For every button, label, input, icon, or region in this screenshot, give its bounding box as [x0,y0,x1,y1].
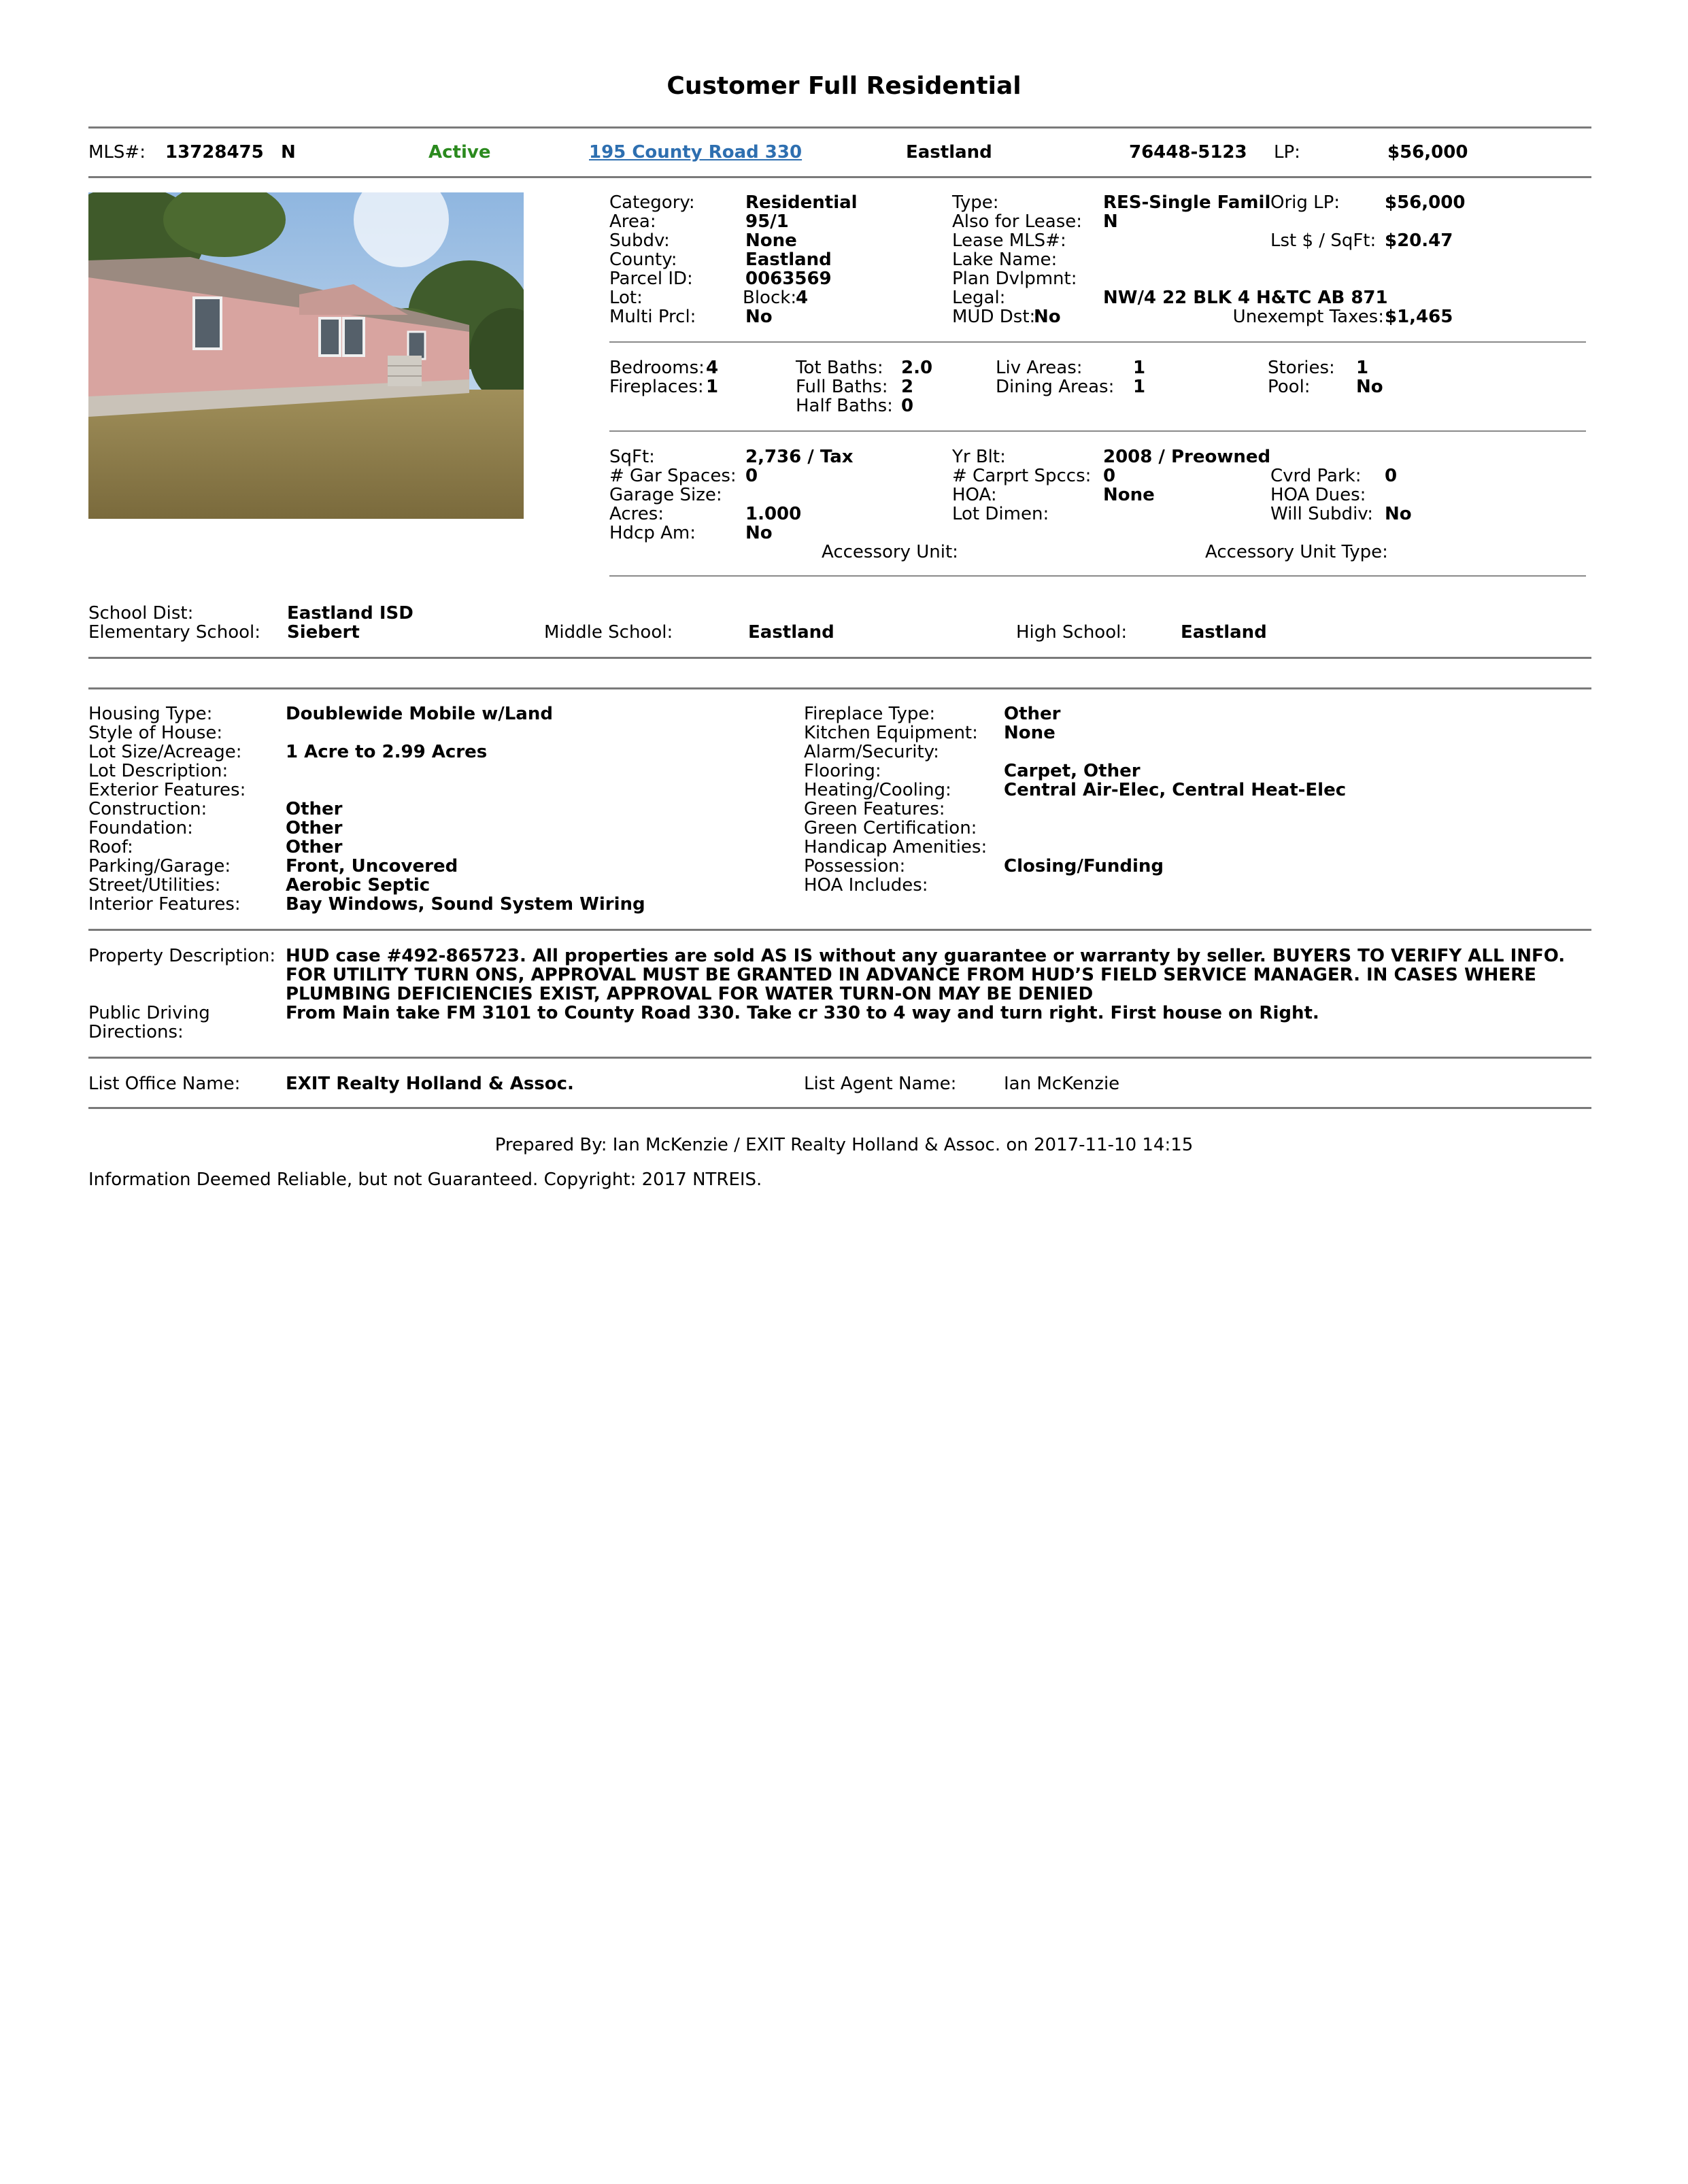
feature-value: 1 Acre to 2.99 Acres [286,742,488,762]
pool-value: No [1356,377,1383,397]
divider [88,687,1591,689]
county-value: Eastland [745,250,832,270]
unexempt-value: $1,465 [1385,307,1453,327]
directions-label-2: Directions: [88,1022,184,1042]
carport-value: 0 [1103,466,1116,486]
school-dist-label: School Dist: [88,603,194,624]
category-value: Residential [745,192,858,213]
plan-label: Plan Dvlpmnt: [952,269,1077,289]
elementary-value: Siebert [287,622,360,643]
feature-value: Carpet, Other [1004,761,1141,781]
city: Eastland [906,142,992,163]
garage-size-label: Garage Size: [609,485,722,505]
disclaimer: Information Deemed Reliable, but not Guaranteed. Copyright: 2017 NTREIS. [88,1170,762,1190]
feature-value: Aerobic Septic [286,875,431,895]
list-office-value: EXIT Realty Holland & Assoc. [286,1074,574,1094]
zip: 76448-5123 [1129,142,1247,163]
feature-value: Doublewide Mobile w/Land [286,704,553,724]
feature-label: Roof: [88,837,133,857]
feature-label: Lot Size/Acreage: [88,742,242,762]
feature-label: Green Certification: [804,818,977,838]
hdcp-label: Hdcp Am: [609,523,696,543]
accessory-unit-type-label: Accessory Unit Type: [1205,542,1388,562]
feature-value: Bay Windows, Sound System Wiring [286,894,645,915]
lp-label: LP: [1274,142,1300,163]
feature-label: Fireplace Type: [804,704,936,724]
parcel-value: 0063569 [745,269,832,289]
fireplaces-label: Fireplaces: [609,377,704,397]
divider [609,341,1586,343]
cvrd-park-value: 0 [1385,466,1398,486]
full-baths-value: 2 [901,377,914,397]
dining-areas-value: 1 [1133,377,1146,397]
feature-value: Central Air-Elec, Central Heat-Elec [1004,780,1347,800]
fireplaces-value: 1 [706,377,719,397]
accessory-unit-label: Accessory Unit: [822,542,958,562]
feature-value: Front, Uncovered [286,856,458,876]
lst-sqft-value: $20.47 [1385,231,1453,251]
address-link[interactable]: 195 County Road 330 [589,142,803,163]
middle-school-value: Eastland [748,622,834,643]
divider [88,657,1591,659]
divider [88,126,1591,129]
liv-areas-label: Liv Areas: [996,358,1083,378]
orig-lp-label: Orig LP: [1270,192,1340,213]
high-school-value: Eastland [1181,622,1267,643]
lake-label: Lake Name: [952,250,1058,270]
property-description: HUD case #492-865723. All properties are sold AS IS without any guarantee or warranty by seller. BUYERS TO VERIFY ALL INFO. FOR UTILITY TURN ONS, APPROVAL MUST BE GRANTED IN ADVANCE FROM HUD’S FIELD SERVICE MANAGER. IN CASES WHERE PLUMBING DEFICIENCIES EXIST, APPROVAL FOR WATER TURN-ON MAY BE DENIED [286,946,1566,1004]
hdcp-value: No [745,523,773,543]
feature-label: Green Features: [804,799,945,819]
feature-label: Parking/Garage: [88,856,231,876]
feature-value: Other [1004,704,1061,724]
also-lease-label: Also for Lease: [952,211,1083,232]
county-label: County: [609,250,677,270]
divider [88,1057,1591,1059]
feature-value: None [1004,723,1056,743]
school-dist-value: Eastland ISD [287,603,413,624]
category-label: Category: [609,192,695,213]
orig-lp-value: $56,000 [1385,192,1466,213]
liv-areas-value: 1 [1133,358,1146,378]
lp-value: $56,000 [1387,142,1468,163]
feature-label: Style of House: [88,723,223,743]
feature-label: Interior Features: [88,894,241,915]
feature-label: Foundation: [88,818,193,838]
feature-label: Kitchen Equipment: [804,723,978,743]
prepared-by: Prepared By: Ian McKenzie / EXIT Realty Holland & Assoc. on 2017-11-10 14:15 [494,1135,1194,1155]
subdv-label: Subdv: [609,231,670,251]
feature-label: Flooring: [804,761,881,781]
half-baths-value: 0 [901,396,914,416]
hoa-label: HOA: [952,485,997,505]
multi-prcl-value: No [745,307,773,327]
feature-value: Other [286,837,343,857]
directions-label: Public Driving [88,1003,210,1023]
subdv-value: None [745,231,797,251]
lot-label: Lot: [609,288,643,308]
feature-value: Closing/Funding [1004,856,1164,876]
elementary-label: Elementary School: [88,622,260,643]
half-baths-label: Half Baths: [796,396,893,416]
divider [88,176,1591,178]
type-label: Type: [952,192,999,213]
feature-label: Housing Type: [88,704,213,724]
property-photo [88,192,524,519]
stories-label: Stories: [1268,358,1335,378]
also-lease-value: N [1103,211,1118,232]
middle-school-label: Middle School: [544,622,673,643]
mls-label: MLS#: [88,142,146,163]
will-subdiv-value: No [1385,504,1412,524]
n-flag: N [281,142,296,163]
type-value: RES-Single Famil [1103,193,1270,212]
tot-baths-value: 2.0 [901,358,933,378]
area-label: Area: [609,211,656,232]
lease-mls-label: Lease MLS#: [952,231,1066,251]
list-office-label: List Office Name: [88,1074,241,1094]
gar-spaces-value: 0 [745,466,758,486]
bedrooms-label: Bedrooms: [609,358,705,378]
feature-label: Lot Description: [88,761,229,781]
divider [609,575,1586,577]
parcel-label: Parcel ID: [609,269,693,289]
mud-label: MUD Dst: [952,307,1036,327]
feature-label: Exterior Features: [88,780,246,800]
feature-label: Street/Utilities: [88,875,221,895]
divider [88,1107,1591,1109]
page-title: Customer Full Residential [666,72,1022,100]
dining-areas-label: Dining Areas: [996,377,1115,397]
list-agent-value: Ian McKenzie [1004,1074,1120,1094]
legal-label: Legal: [952,288,1006,308]
feature-label: Possession: [804,856,906,876]
divider [609,430,1586,432]
block-label: Block: [743,288,797,308]
property-description-label: Property Description: [88,946,276,966]
hoa-value: None [1103,485,1155,505]
hoa-dues-label: HOA Dues: [1270,485,1366,505]
list-agent-label: List Agent Name: [804,1074,957,1094]
gar-spaces-label: # Gar Spaces: [609,466,737,486]
unexempt-label: Unexempt Taxes: [1232,307,1384,327]
lst-sqft-label: Lst $ / SqFt: [1270,231,1377,251]
tot-baths-label: Tot Baths: [796,358,883,378]
pool-label: Pool: [1268,377,1311,397]
status-badge: Active [428,142,491,163]
acres-value: 1.000 [745,504,802,524]
feature-value: Other [286,818,343,838]
driving-directions: From Main take FM 3101 to County Road 330. Take cr 330 to 4 way and turn right. First house on Right. [286,1003,1319,1023]
feature-label: Construction: [88,799,207,819]
bedrooms-value: 4 [706,358,719,378]
feature-label: Handicap Amenities: [804,837,988,857]
mls-number: 13728475 [165,142,264,163]
mud-value: No [1034,307,1061,327]
full-baths-label: Full Baths: [796,377,888,397]
feature-label: Heating/Cooling: [804,780,951,800]
feature-value: Other [286,799,343,819]
sqft-value: 2,736 / Tax [745,447,854,467]
cvrd-park-label: Cvrd Park: [1270,466,1362,486]
area-value: 95/1 [745,211,789,232]
feature-label: HOA Includes: [804,875,928,895]
carport-label: # Carprt Spccs: [952,466,1092,486]
sqft-label: SqFt: [609,447,655,467]
yr-blt-label: Yr Blt: [952,447,1006,467]
divider [88,929,1591,931]
lot-dimen-label: Lot Dimen: [952,504,1049,524]
high-school-label: High School: [1016,622,1128,643]
block-value: 4 [796,288,809,308]
feature-label: Alarm/Security: [804,742,939,762]
yr-blt-value: 2008 / Preowned [1103,447,1271,467]
will-subdiv-label: Will Subdiv: [1270,504,1374,524]
multi-prcl-label: Multi Prcl: [609,307,696,327]
acres-label: Acres: [609,504,664,524]
stories-value: 1 [1356,358,1369,378]
legal-value: NW/4 22 BLK 4 H&TC AB 871 [1103,288,1388,308]
